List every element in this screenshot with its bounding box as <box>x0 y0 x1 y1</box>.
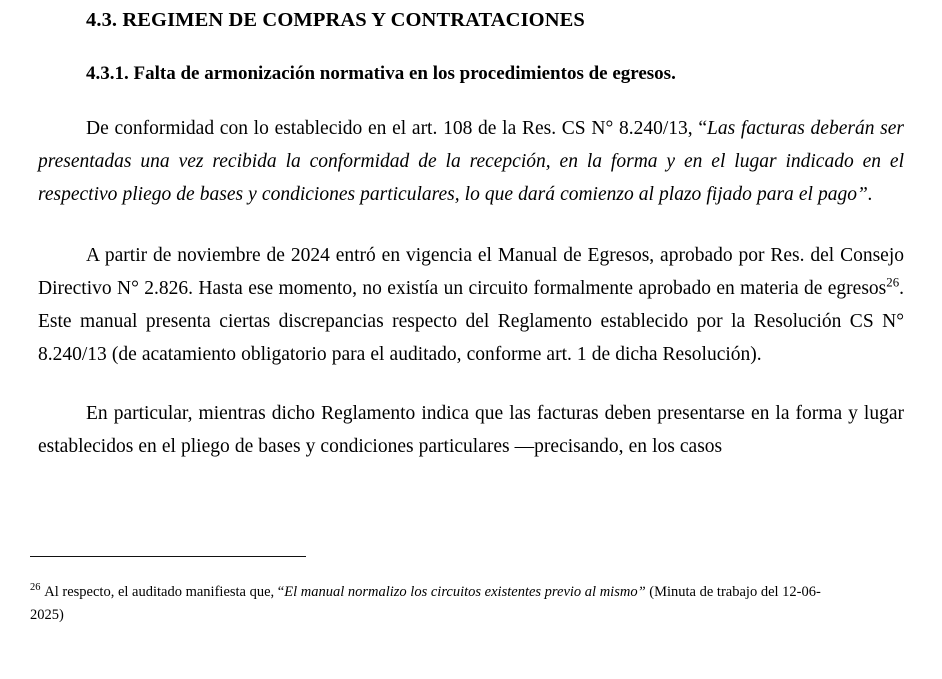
footnote-26 <box>30 581 830 627</box>
footnote-tail: (Minuta de trabajo del 12-06-2025) <box>30 584 821 623</box>
footnote-quote: El manual normalizo los circuitos existentes previo al mismo <box>284 584 638 600</box>
paragraph-2 <box>38 239 904 371</box>
spacer-between-paragraphs-1 <box>38 211 904 239</box>
spacer-after-subheading <box>38 85 904 112</box>
footnote-number: 26 <box>30 582 41 594</box>
paragraph-2-part-a: A partir de noviembre de 2024 entró en vigencia el Manual de Egresos, aprobado por Res. del Consejo Directivo N° 2.826. Hasta ese momento, no existía un circuito formalmente aprobado en materia de egresos <box>38 245 904 300</box>
subsection-heading: 4.3.1. Falta de armonización normativa en los procedimientos de egresos. <box>86 62 676 84</box>
footnote-quote-open: “ <box>277 584 285 600</box>
paragraph-2-part-b: . Este manual presenta ciertas discrepancias respecto del Reglamento establecido por la Resolución CS N° 8.240/13 (de acatamiento obligatorio para el auditado, conforme art. 1 de dicha Resolución). <box>38 278 904 366</box>
paragraph-3: En particular, mientras dicho Reglamento indica que las facturas deben presentarse en la forma y lugar establecidos en el pliego de bases y condiciones particulares —precisando, en los casos <box>38 403 904 458</box>
document-body <box>38 0 904 463</box>
spacer-between-paragraphs-2 <box>38 371 904 397</box>
footnote-reference-26[interactable]: 26 <box>886 275 900 290</box>
quote-close-mark: ”. <box>857 184 873 206</box>
footnote-area <box>30 556 910 627</box>
footnote-quote-close: ” <box>637 584 646 600</box>
paragraph-1-quote: Las facturas deberán ser presentadas una vez recibida la conformidad de la recepción, en la forma y en el lugar indicado en el respectivo pliego de bases y condiciones particulares, lo que dará comienzo al plazo fijado para el pago <box>38 118 905 206</box>
paragraph-1 <box>38 112 904 211</box>
footnote-separator-rule <box>30 556 306 557</box>
footnote-lead: Al respecto, el auditado manifiesta que, <box>41 584 278 600</box>
section-heading: 4.3. REGIMEN DE COMPRAS Y CONTRATACIONES <box>86 9 585 31</box>
paragraph-1-lead: De conformidad con lo establecido en el art. 108 de la Res. CS N° 8.240/13, <box>86 118 699 140</box>
quote-open-mark: “ <box>698 118 708 140</box>
